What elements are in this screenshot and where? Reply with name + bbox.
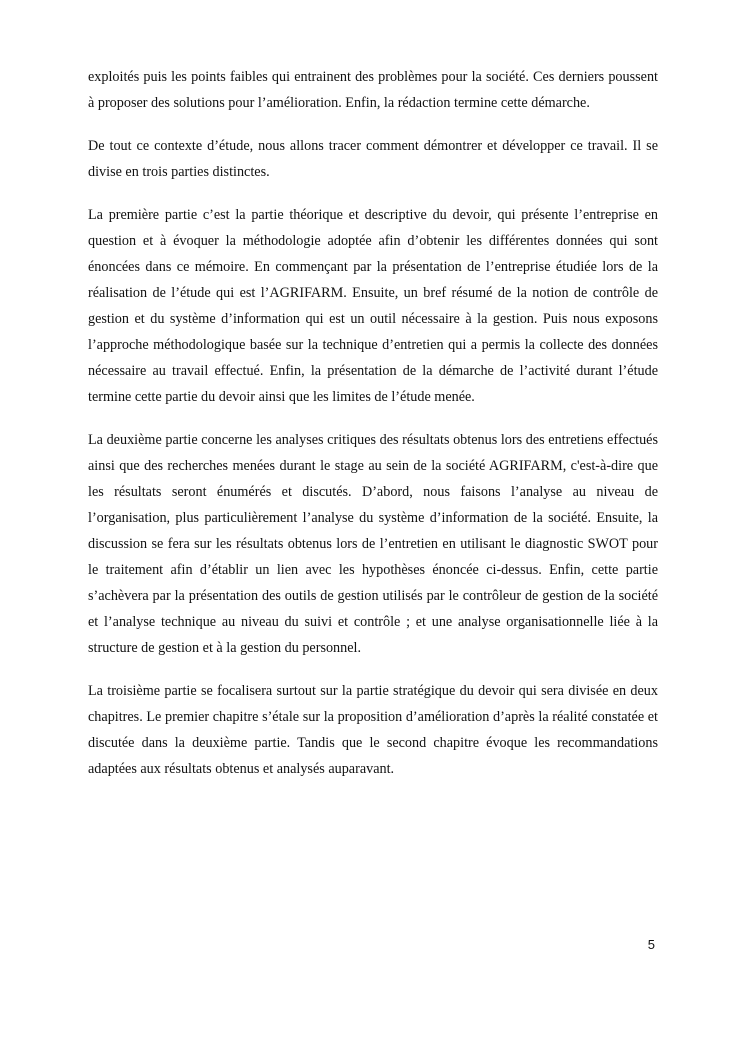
paragraph-4: La deuxième partie concerne les analyses critiques des résultats obtenus lors des entretiens effectués ainsi que des recherches menées durant le stage au sein de la société AGRIFARM, c'est-à-dire que les résultats seront énumérés et discutés. D’abord, nous faisons l’analyse au niveau de l’organisation, plus particulièrement l’analyse du système d’information de la société. Ensuite, la discussion se fera sur les résultats obtenus lors de l’entretien en utilisant le diagnostic SWOT pour le traitement afin d’établir un lien avec les hypothèses énoncée ci-dessus. Enfin, cette partie s’achèvera par la présentation des outils de gestion utilisés par le contrôleur de gestion de la société et l’analyse technique au niveau du suivi et contrôle ; et une analyse organisationnelle liée à la structure de gestion et à la gestion du personnel.	[88, 432, 658, 656]
paragraph-1: exploités puis les points faibles qui entrainent des problèmes pour la société. Ces derniers poussent à proposer des solutions pour l’amélioration. Enfin, la rédaction termine cette démarche.	[88, 69, 658, 111]
page-number: 5	[647, 937, 655, 952]
body-text	[88, 64, 658, 799]
paragraph-5: La troisième partie se focalisera surtout sur la partie stratégique du devoir qui sera divisée en deux chapitres. Le premier chapitre s’étale sur la proposition d’amélioration d’après la réalité constatée et discutée dans la deuxième partie. Tandis que le second chapitre évoque les recommandations adaptées aux résultats obtenus et analysés auparavant.	[88, 683, 658, 777]
paragraph-3: La première partie c’est la partie théorique et descriptive du devoir, qui présente l’entreprise en question et à évoquer la méthodologie adoptée afin d’obtenir les différentes données qui sont énoncées dans ce mémoire. En commençant par la présentation de l’entreprise étudiée lors de la réalisation de l’étude qui est l’AGRIFARM. Ensuite, un bref résumé de la notion de contrôle de gestion et du système d’information qui est un outil nécessaire à la gestion. Puis nous exposons l’approche méthodologique basée sur la technique d’entretien qui a permis la collecte des données nécessaire au travail effectué. Enfin, la présentation de la démarche de l’activité durant l’étude termine cette partie du devoir ainsi que les limites de l’étude menée.	[88, 207, 658, 405]
paragraph-2: De tout ce contexte d’étude, nous allons tracer comment démontrer et développer ce travail. Il se divise en trois parties distinctes.	[88, 138, 658, 180]
